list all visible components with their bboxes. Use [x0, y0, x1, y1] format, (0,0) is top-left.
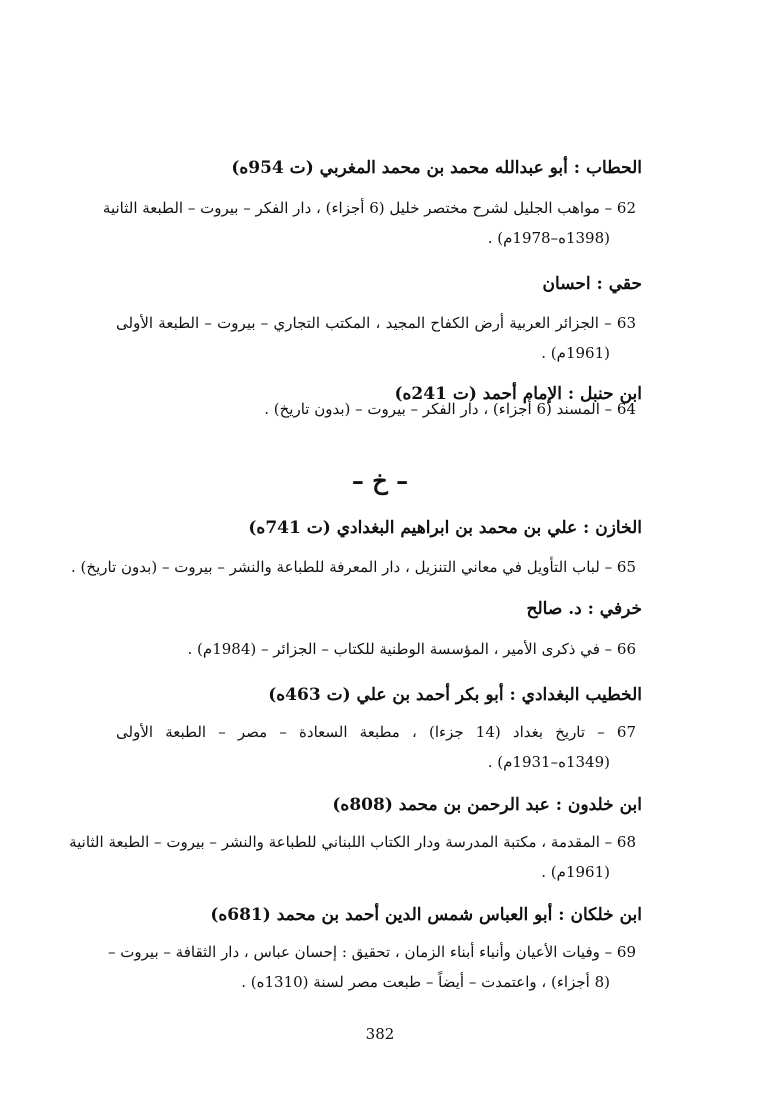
entry-line: 63 – الجزائر العربية أرض الكفاح المجيد ، المكتب التجاري – بيروت – الطبعة الأولى — [116, 314, 636, 332]
author-heading-khatib: الخطيب البغدادي : أبو بكر أحمد بن علي (ت 463ه) — [268, 685, 642, 705]
author-heading-ibn-khaldun: ابن خلدون : عبد الرحمن بن محمد (808ه) — [332, 795, 642, 815]
bibliography-entry-66 — [116, 634, 636, 664]
author-heading-hattab: الحطاب : أبو عبدالله محمد بن محمد المغربي (ت 954ه) — [231, 158, 642, 178]
section-letter-kha: – خ – — [351, 466, 409, 495]
entry-line: 64 – المسند (6 أجزاء) ، دار الفكر – بيروت – (بدون تاريخ) . — [264, 400, 636, 418]
entry-line-continuation: (8 أجزاء) ، واعتمدت – أيضاً – طبعت مصر لسنة (1310ه) . — [241, 973, 610, 991]
bibliography-entry-68 — [69, 827, 636, 887]
page-number: 382 — [365, 1025, 395, 1043]
entry-line-continuation: (1349ه–1931م) . — [487, 753, 610, 771]
author-heading-haqqi: حقي : احسان — [542, 274, 642, 294]
bibliography-entry-62 — [102, 193, 636, 253]
bibliography-entry-64 — [116, 394, 636, 424]
entry-line-continuation: (1961م) . — [541, 344, 610, 362]
bibliography-entry-69 — [108, 937, 636, 997]
bibliography-entry-65 — [71, 552, 636, 582]
entry-line: 69 – وفيات الأعيان وأنباء أبناء الزمان ، تحقيق : إحسان عباس ، دار الثقافة – بيروت – — [108, 943, 636, 961]
entry-line-continuation: (1398ه–1978م) . — [487, 229, 610, 247]
author-heading-khazin: الخازن : علي بن محمد بن ابراهيم البغدادي (ت 741ه) — [248, 518, 642, 538]
author-heading-ibn-hanbal: ابن حنبل : الإمام أحمد (ت 241ه) — [394, 384, 642, 404]
entry-line-continuation: (1961م) . — [541, 863, 610, 881]
entry-line: 66 – في ذكرى الأمير ، المؤسسة الوطنية للكتاب – الجزائر – (1984م) . — [187, 640, 636, 658]
entry-line: 68 – المقدمة ، مكتبة المدرسة ودار الكتاب اللبناني للطباعة والنشر – بيروت – الطبعة الثانية — [69, 833, 636, 851]
bibliography-entry-63 — [116, 308, 636, 368]
entry-line: 65 – لباب التأويل في معاني التنزيل ، دار المعرفة للطباعة والنشر – بيروت – (بدون تاريخ) . — [71, 558, 636, 576]
entry-line: 67 – تاريخ بغداد (14 جزءا) ، مطبعة السعادة – مصر – الطبعة الأولى — [116, 723, 636, 741]
bibliography-entry-67 — [116, 717, 636, 777]
author-heading-ibn-khallikan: ابن خلكان : أبو العباس شمس الدين أحمد بن محمد (681ه) — [210, 905, 642, 925]
author-heading-kharfi: خرفي : د. صالح — [526, 599, 642, 619]
entry-line: 62 – مواهب الجليل لشرح مختصر خليل (6 أجزاء) ، دار الفكر – بيروت – الطبعة الثانية — [102, 199, 636, 217]
